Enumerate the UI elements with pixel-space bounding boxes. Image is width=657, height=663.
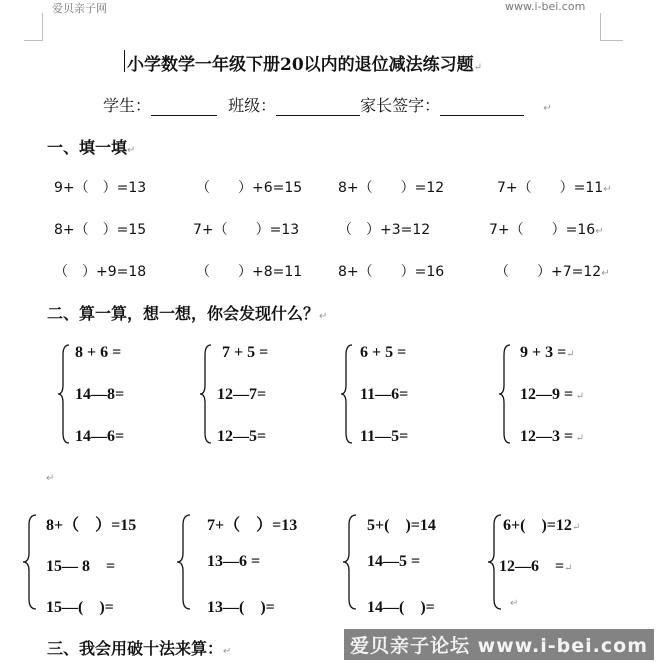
fill-item: 9+（ ）=13 [54, 180, 147, 196]
equation: 13—( )= [207, 599, 275, 616]
equation: 6 + 5 = [360, 344, 407, 361]
corner-mark-top-right [600, 13, 623, 41]
parent-signature-field[interactable] [440, 99, 524, 116]
fill-item: 7+（ ）=11↵ [497, 180, 612, 196]
equation: 11—6= [360, 386, 409, 403]
page-title: 小学数学一年级下册20以内的退位减法练习题↵ [127, 55, 483, 75]
equation: 8 + 6 = [75, 344, 122, 361]
site-watermark: 爱贝亲子论坛 www.i-bei.com [344, 629, 654, 660]
student-name-field[interactable] [151, 99, 217, 116]
brace-icon [199, 343, 213, 445]
equation: 7+（ ）=13 [207, 517, 298, 534]
header-site-name: 爱贝亲子网 [52, 2, 107, 15]
equation: 14—( )= [367, 599, 435, 616]
equation: 12—5= [217, 428, 267, 445]
text-cursor [124, 50, 125, 72]
brace-icon [342, 513, 358, 611]
brace-icon [340, 343, 354, 445]
equation: 13—6 = [207, 553, 261, 570]
equation: 12—6 =↵ [499, 558, 573, 575]
brace-icon [176, 513, 192, 611]
info-line: 学生： 班级： 家长签字： ↵ [103, 96, 552, 115]
fill-item: 8+（ ）=15 [54, 222, 147, 238]
equation: 14—6= [75, 428, 125, 445]
section1-heading: 一、填一填↵ [47, 138, 136, 157]
fill-item: 7+（ ）=16↵ [489, 222, 604, 238]
header-url: www.i-bei.com [505, 0, 586, 13]
fill-item: （ ）+8=11 [196, 264, 303, 280]
equation: 8+（ ）=15 [46, 517, 137, 534]
fill-item: （ ）+6=15 [196, 180, 303, 196]
fill-item: （ ）+3=12 [338, 222, 431, 238]
brace-icon [22, 513, 38, 611]
equation: 9 + 3 =↵ [520, 344, 575, 361]
equation: 6+( )=12↵ [503, 517, 581, 534]
corner-mark-top-left [24, 13, 43, 41]
equation: 7 + 5 = [222, 344, 269, 361]
section3-heading: 三、我会用破十法来算：↵ [47, 639, 232, 658]
paragraph-mark: ↵ [46, 473, 55, 484]
equation: 12—9 = ↵ [520, 386, 585, 403]
fill-item: 8+（ ）=12 [338, 180, 445, 196]
fill-item: （ ）+9=18 [54, 264, 147, 280]
section2-heading: 二、算一算，想一想，你会发现什么？↵ [47, 304, 328, 323]
brace-icon [498, 343, 512, 445]
equation: 14—5 = [367, 553, 421, 570]
fill-item: 7+（ ）=13 [193, 222, 300, 238]
equation: 5+( )=14 [367, 517, 436, 534]
fill-item: （ ）+7=12↵ [495, 264, 610, 280]
fill-item: 8+（ ）=16 [338, 264, 445, 280]
paragraph-mark: ↵ [510, 598, 519, 609]
equation: 15—( )= [46, 599, 114, 616]
class-label: 班级： [228, 96, 277, 115]
parent-signature-label: 家长签字： [360, 96, 441, 115]
equation: 15— 8 = [46, 558, 116, 575]
student-label: 学生： [103, 96, 152, 115]
equation: 12—7= [217, 386, 267, 403]
equation: 12—3 = ↵ [520, 428, 585, 445]
brace-icon [57, 343, 71, 445]
equation: 14—8= [75, 386, 125, 403]
class-field[interactable] [276, 99, 360, 116]
equation: 11—5= [360, 428, 409, 445]
